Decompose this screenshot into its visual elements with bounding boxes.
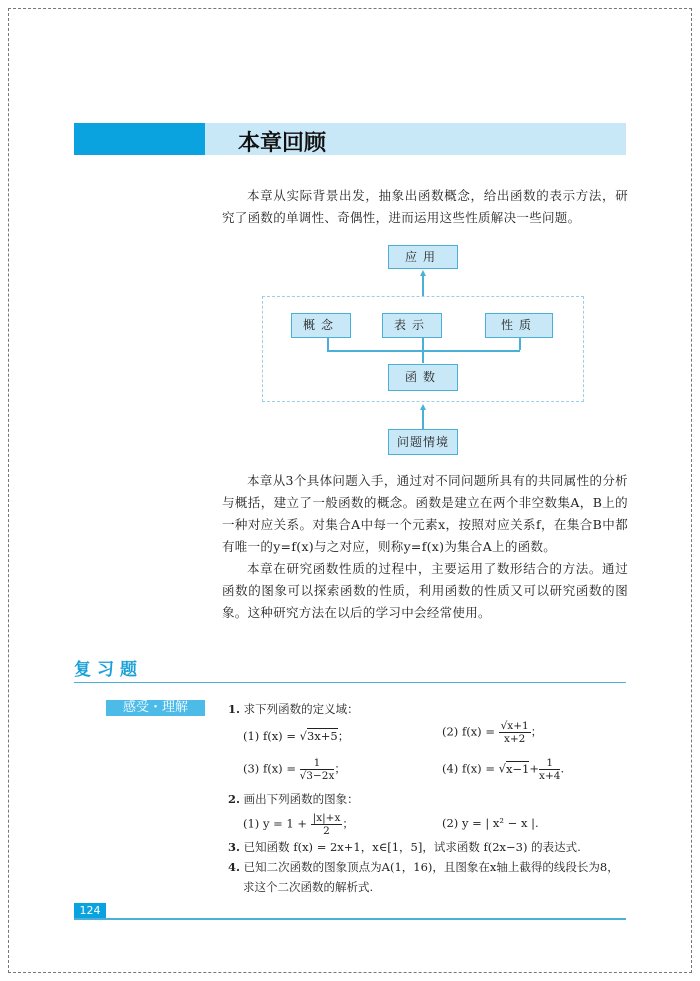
diagram-box-application: 应用: [388, 245, 458, 269]
category-tag: 感受・理解: [106, 700, 205, 716]
chapter-review-header: [74, 123, 626, 155]
exercise-3: 3. 已知函数 f(x) = 2x+1，x∈[1，5]，试求函数 f(2x−3) 的表达式.: [228, 840, 581, 854]
summary-paragraphs: [222, 470, 628, 624]
exercise-1-part-4: (4) f(x) = √x−1+ $\frac{1}{x+4}$ .: [442, 757, 565, 782]
exercise-1-part-3: (3) f(x) = $\frac{1}{√3-2x}$ ；: [243, 757, 346, 782]
arrow-up-icon: [420, 404, 426, 410]
exercise-2-part-2: (2) y = | x² − x |.: [442, 816, 539, 830]
exercise-1: 1. 求下列函数的定义域：: [228, 702, 359, 716]
summary-paragraph: 本章在研究函数性质的过程中，主要运用了数形结合的方法。通过函数的图象可以探索函数的性质，利用函数的性质又可以研究函数的图象。这种研究方法在以后的学习中会经常使用。: [222, 561, 628, 620]
page-number: 124: [74, 903, 106, 919]
exercise-2: 2. 画出下列函数的图象：: [228, 792, 359, 806]
footer-line: [74, 918, 626, 920]
diagram-box-representation: 表示: [382, 313, 442, 338]
exercise-4: 4. 已知二次函数的图象顶点为A(1，16)，且图象在x轴上截得的线段长为8，: [228, 860, 619, 874]
header-accent: [74, 123, 205, 155]
arrow-up-icon: [420, 270, 426, 276]
diagram-box-problem-context: 问题情境: [388, 429, 458, 455]
exercise-1-part-1: (1) f(x) = √3x+5；: [243, 729, 350, 743]
diagram-box-property: 性质: [485, 313, 553, 338]
diagram-box-function: 函数: [388, 364, 458, 391]
intro-paragraph: [222, 185, 628, 229]
page-title: 本章回顾: [238, 131, 327, 156]
exercise-2-part-1: (1) y = 1 + $\frac{|x|+x}{2}$ ；: [243, 812, 354, 837]
intro-text: 本章从实际背景出发，抽象出函数概念，给出函数的表示方法，研究了函数的单调性、奇偶性，进而运用这些性质解决一些问题。: [222, 188, 628, 225]
section-title: 复习题: [74, 660, 143, 680]
exercise-4-continued: 求这个二次函数的解析式.: [243, 880, 374, 894]
exercise-1-part-2: (2) f(x) = $\frac{√x+1}{x+2}$ ；: [442, 720, 543, 745]
diagram-box-concept: 概念: [291, 313, 351, 338]
summary-paragraph: 本章从3个具体问题入手，通过对不同问题所具有的共同属性的分析与概括，建立了一般函数的概念。函数是建立在两个非空数集A，B上的一种对应关系。对集合A中每一个元素x，按照对应关系f，在集合B中都有唯一的y=f(x)与之对应，则称y=f(x)为集合A上的函数。: [222, 473, 628, 554]
section-divider: [74, 682, 626, 683]
